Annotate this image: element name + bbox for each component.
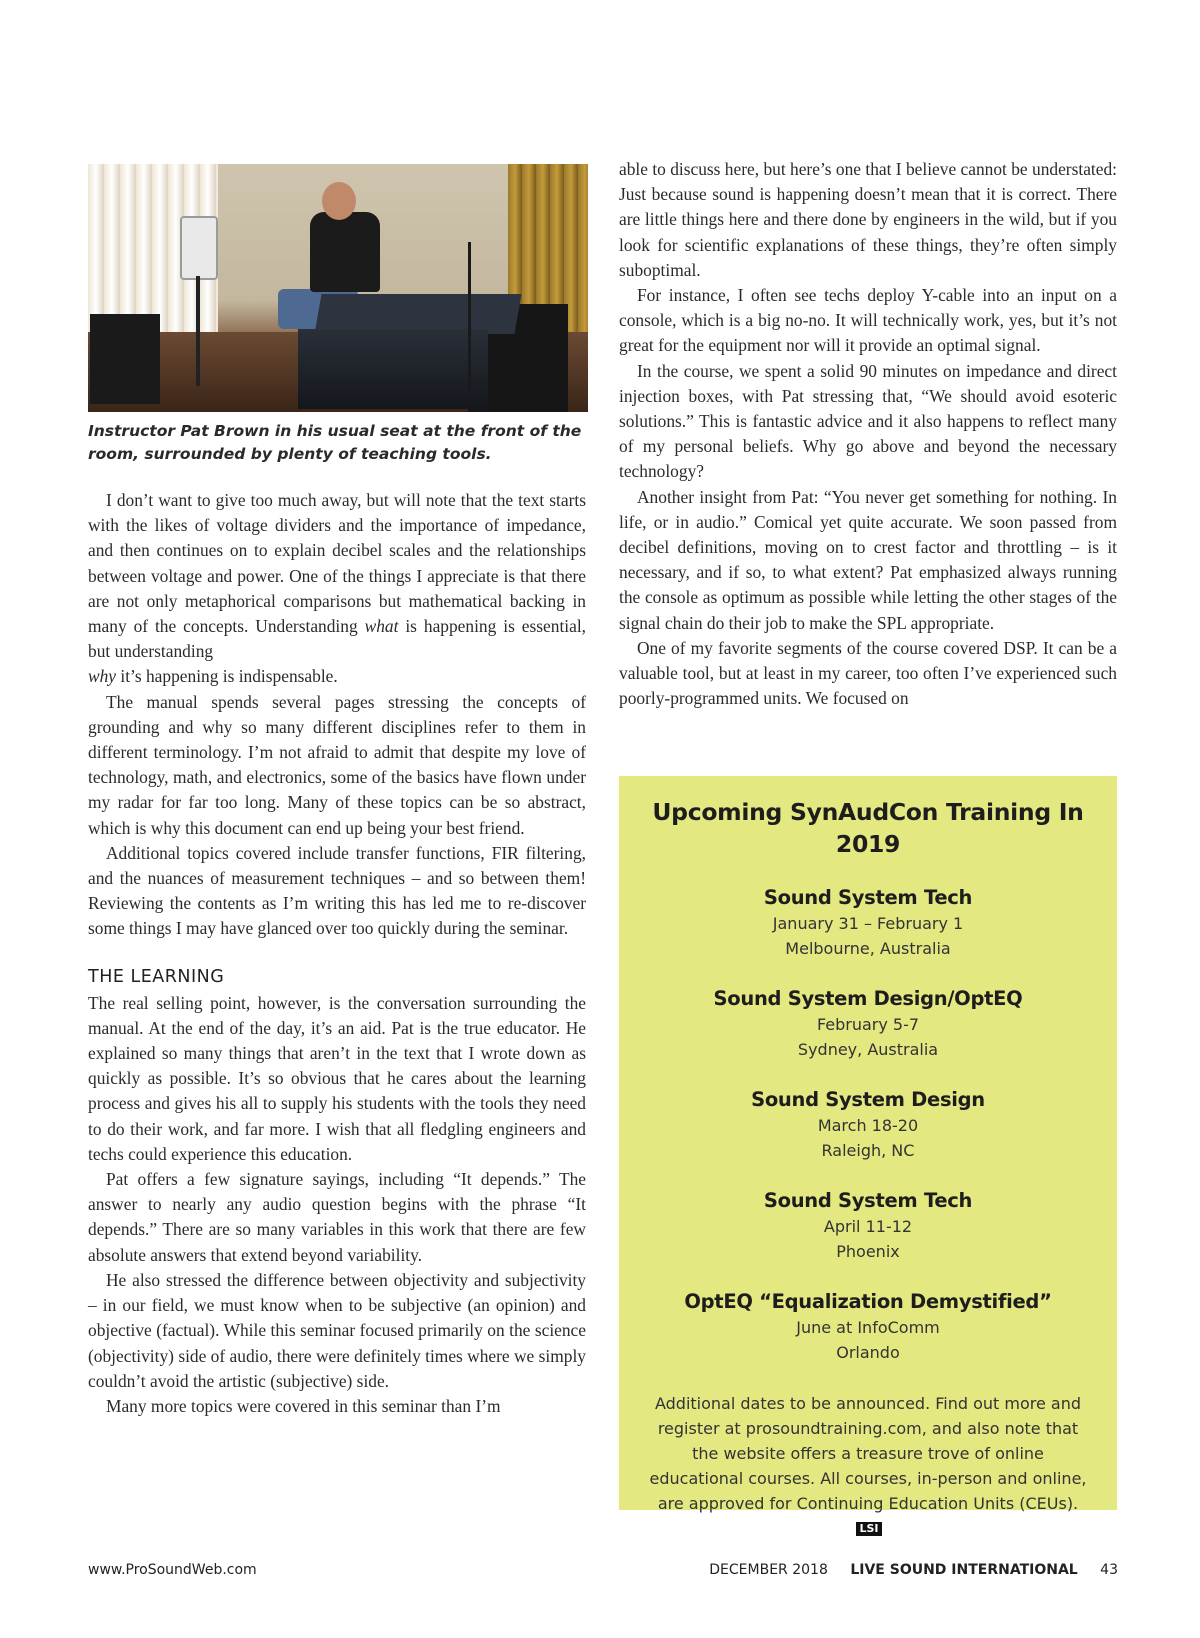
footer-issue-date: DECEMBER 2018	[709, 1562, 828, 1578]
paragraph: The manual spends several pages stressing the concepts of grounding and why so many different disciplines refer to them in different terminology. I’m not afraid to admit that despite my love of technology, math, and electronics, some of the basics have flown under my radar for far too long. Many of these topics can be so abstract, which is why this document can end up being your best friend.	[88, 691, 586, 838]
event-date: April 11-12	[823, 1217, 913, 1236]
event-item	[619, 1187, 1117, 1264]
paragraph: able to discuss here, but here’s one that I believe cannot be understated: Just because sound is happening doesn’t mean that it is correct. There are little things here and there done by engineers in the wild, but if you look for scientific explanations of these things, they’re often simply suboptimal.	[619, 159, 1117, 280]
page-number: 43	[1100, 1562, 1118, 1578]
event-location: Melbourne, Australia	[785, 939, 951, 958]
sidebar-note: Additional dates to be announced. Find out more and register at prosoundtraining.com, and also note that the website offers a treasure trove of online educational courses. All courses, in-person and online, are approved for Continuing Education Units (CEUs). LSI	[649, 1394, 1087, 1535]
photo-mixing-console	[314, 294, 521, 334]
paragraph: He also stressed the difference between objectivity and subjectivity – in our field, we must know when to be subjective (an opinion) and objective (factual). While this seminar focused primarily on the science (objectivity) side of audio, there were definitely times where we simply couldn’t avoid the artistic (subjective) side.	[88, 1269, 586, 1391]
article-column-right	[619, 157, 1117, 711]
paragraph: For instance, I often see techs deploy Y-cable into an input on a console, which is a big no-no. It will technically work, yes, but it’s not great for the equipment nor will it provide an optimal signal.	[619, 285, 1117, 356]
event-name: OptEQ “Equalization Demystified”	[684, 1290, 1052, 1313]
event-date: June at InfoComm	[796, 1318, 940, 1337]
photo-speaker-stand	[196, 276, 200, 386]
paragraph: The real selling point, however, is the conversation surrounding the manual. At the end of the day, it’s an aid. Pat is the true educator. He explained so many things that aren’t in the text that I wrote down as quickly as possible. It’s so obvious that he cares about the learning process and gives his all to supply his students with the tools they need to do their work, and far more. I wish that all fledgling engineers and techs could experience this education.	[88, 992, 586, 1164]
sidebar-title: Upcoming SynAudCon Training In 2019	[652, 798, 1084, 858]
event-location: Phoenix	[836, 1242, 900, 1261]
photo-speaker	[180, 216, 218, 280]
section-heading: THE LEARNING	[88, 966, 225, 987]
event-date: February 5-7	[816, 1015, 920, 1034]
event-date: March 18-20	[817, 1116, 919, 1135]
event-item	[619, 1086, 1117, 1163]
lsi-end-mark: LSI	[856, 1522, 881, 1536]
footer-issue-info	[691, 1562, 1118, 1578]
paragraph: Many more topics were covered in this seminar than I’m	[106, 1395, 501, 1416]
footer-magazine-name: LIVE SOUND INTERNATIONAL	[850, 1562, 1078, 1578]
photo-caption: Instructor Pat Brown in his usual seat at the front of the room, surrounded by plenty of teaching tools.	[88, 422, 582, 463]
instructor-photo	[88, 164, 588, 412]
paragraph: Another insight from Pat: “You never get something for nothing. In life, or in audio.” Comical yet quite accurate. We soon passed from decibel definitions, moving on to crest factor and throttling – is it necessary, and if so, to what extent? Pat emphasized always running the console as optimum as possible while letting the other stages of the signal chain do their job to make the SPL appropriate.	[619, 486, 1117, 633]
paragraph: Pat offers a few signature sayings, including “It depends.” The answer to nearly any audio question begins with the phrase “It depends.” There are so many variables in this work that there are few absolute answers that extend beyond variability.	[88, 1169, 586, 1265]
event-name: Sound System Design	[751, 1088, 985, 1111]
paragraph: I don’t want to give too much away, but will note that the text starts with the likes of voltage dividers and the importance of impedance, and then continues on to explain decibel scales and the relationships between voltage and power. One of the things I appreciate is that there are not only metaphorical comparisons but mathematical backing in many of the concepts. Understanding what is happening is essential, but understanding why it’s happening is indispensable.	[88, 490, 587, 687]
paragraph: Additional topics covered include transfer functions, FIR filtering, and the nuances of measurement techniques – and so between them! Reviewing the contents as I’m writing this has led me to re-discover some things I may have glanced over too quickly during the seminar.	[88, 842, 586, 939]
photo-mic-stand	[468, 242, 471, 392]
event-location: Sydney, Australia	[797, 1040, 939, 1059]
event-name: Sound System Design/OptEQ	[713, 987, 1023, 1010]
event-name: Sound System Tech	[763, 886, 973, 909]
photo-rack-cases	[298, 329, 488, 409]
footer-website: www.ProSoundWeb.com	[88, 1562, 257, 1578]
article-column-left	[88, 488, 586, 1419]
event-item	[619, 1288, 1117, 1365]
photo-equipment-case	[90, 314, 160, 404]
event-item	[619, 884, 1117, 961]
event-date: January 31 – February 1	[772, 914, 964, 933]
training-sidebar	[619, 776, 1117, 1535]
event-name: Sound System Tech	[763, 1189, 973, 1212]
photo-person-body	[310, 212, 380, 292]
photo-person-head	[322, 182, 356, 220]
event-item	[619, 985, 1117, 1062]
event-location: Raleigh, NC	[821, 1141, 915, 1160]
paragraph: In the course, we spent a solid 90 minutes on impedance and direct injection boxes, with Pat stressing that, “We should avoid esoteric solutions.” This is fantastic advice and it also happens to reflect many of my personal beliefs. Why go above and beyond the necessary technology?	[619, 360, 1117, 482]
event-location: Orlando	[836, 1343, 900, 1362]
paragraph: One of my favorite segments of the course covered DSP. It can be a valuable tool, but at least in my career, too often I’ve experienced such poorly-programmed units. We focused on	[619, 637, 1117, 709]
